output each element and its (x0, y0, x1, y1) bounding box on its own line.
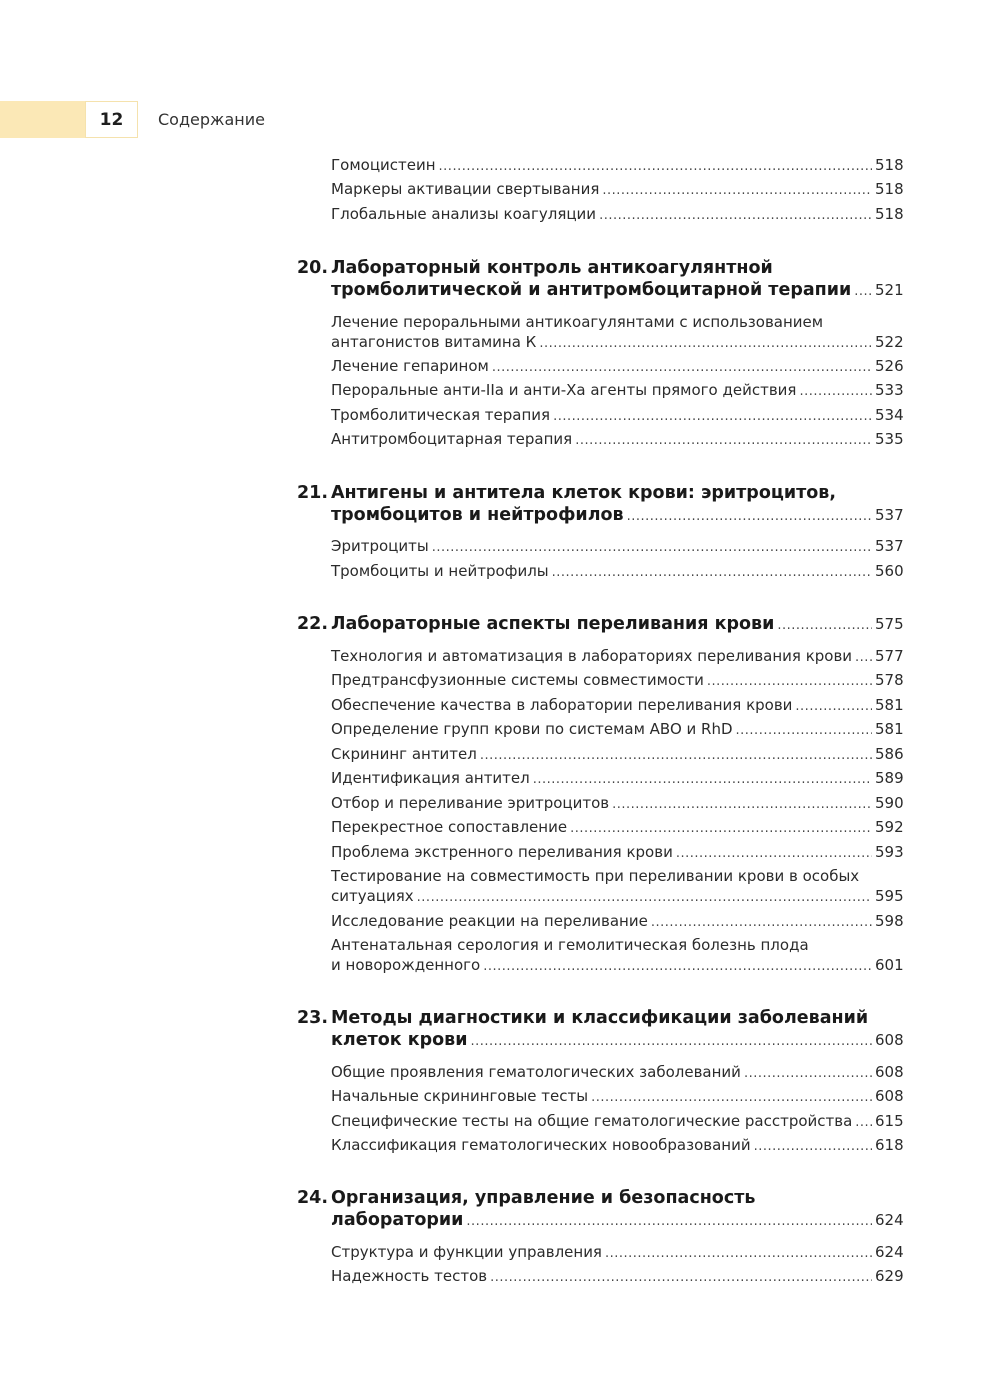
toc-entry[interactable] (331, 791, 903, 815)
dot-leader (490, 1266, 872, 1290)
dot-leader (466, 1211, 872, 1233)
entry-page: 526 (875, 357, 904, 375)
dot-leader (777, 615, 872, 637)
entry-page: 533 (875, 381, 904, 399)
entry-title: Начальные скрининговые тесты (331, 1087, 589, 1105)
chapter-title-line2: тромболитической и антитромбоцитарной терапии (331, 280, 852, 300)
entry-title: Эритроциты (331, 537, 429, 555)
running-head: Содержание (158, 110, 265, 129)
chapter-title-line1: Лабораторный контроль антикоагулянтной (331, 258, 773, 278)
page-number: 12 (85, 101, 138, 138)
toc-entry[interactable] (331, 1109, 903, 1133)
entry-page: 629 (875, 1267, 904, 1285)
entry-page: 590 (875, 794, 904, 812)
entry-title: Надежность тестов (331, 1267, 488, 1285)
dot-leader (480, 744, 872, 768)
entry-page: 578 (875, 671, 904, 689)
chapter-number: 23. (297, 1008, 329, 1028)
chapter-heading-21[interactable] (297, 482, 903, 526)
entry-title: Структура и функции управления (331, 1243, 602, 1261)
entry-title: Скрининг антител (331, 745, 477, 763)
dot-leader (754, 1135, 872, 1159)
dot-leader (591, 1086, 872, 1110)
dot-leader (533, 768, 872, 792)
dot-leader (855, 646, 872, 670)
toc-entry[interactable] (331, 1060, 903, 1084)
entry-page: 581 (875, 696, 904, 714)
chapter-number: 24. (297, 1188, 329, 1208)
toc-entry[interactable] (331, 403, 903, 427)
dot-leader (795, 695, 872, 719)
entry-page: 518 (875, 180, 904, 198)
entry-page: 601 (875, 956, 904, 974)
dot-leader (432, 536, 872, 560)
chapter-title-line2: лаборатории (331, 1210, 464, 1230)
dot-leader (483, 957, 872, 977)
dot-leader (599, 204, 872, 228)
entry-title: Гомоцистеин (331, 156, 436, 174)
entry-title-line1: Тестирование на совместимость при переливании крови в особых (331, 867, 860, 885)
entry-title-line1: Лечение пероральными антикоагулянтами с использованием (331, 313, 824, 331)
entry-page: 589 (875, 769, 904, 787)
chapter-title-line2: тромбоцитов и нейтрофилов (331, 505, 624, 525)
dot-leader (676, 842, 872, 866)
entry-page: 560 (875, 562, 904, 580)
entry-page: 581 (875, 720, 904, 738)
entry-page: 518 (875, 205, 904, 223)
entry-page: 608 (875, 1087, 904, 1105)
toc-entry[interactable] (331, 427, 903, 451)
dot-leader (575, 429, 872, 453)
entry-page: 577 (875, 647, 904, 665)
entry-title: Тромбоциты и нейтрофилы (331, 562, 549, 580)
chapter-page: 575 (875, 615, 904, 633)
entry-title-line1: Антенатальная серология и гемолитическая болезнь плода (331, 936, 809, 954)
toc-entry[interactable] (331, 153, 903, 177)
dot-leader (799, 380, 872, 404)
dot-leader (605, 1242, 872, 1266)
dot-leader (707, 670, 872, 694)
dot-leader (854, 281, 872, 303)
chapter-number: 22. (297, 614, 329, 634)
toc-entry[interactable] (331, 202, 903, 226)
toc-entry[interactable] (331, 1084, 903, 1108)
dot-leader (744, 1062, 872, 1086)
toc-entry[interactable] (331, 378, 903, 402)
chapter-heading-20[interactable] (297, 257, 903, 301)
toc-entry[interactable] (331, 742, 903, 766)
toc-entry[interactable] (331, 717, 903, 741)
entry-title-line2: ситуациях (331, 887, 414, 905)
toc-entry[interactable] (331, 534, 903, 558)
entry-page: 608 (875, 1063, 904, 1081)
dot-leader (736, 719, 872, 743)
dot-leader (651, 911, 872, 935)
chapter-heading-23[interactable] (297, 1007, 903, 1051)
chapter-page: 521 (875, 281, 904, 299)
dot-leader (627, 506, 872, 528)
entry-title: Технология и автоматизация в лабораториях переливания крови (331, 647, 853, 665)
entry-page: 593 (875, 843, 904, 861)
toc-entry[interactable] (331, 559, 903, 583)
chapter-title-line1: Организация, управление и безопасность (331, 1188, 756, 1208)
chapter-number: 21. (297, 483, 329, 503)
entry-title: Общие проявления гематологических заболеваний (331, 1063, 741, 1081)
entry-page: 586 (875, 745, 904, 763)
entry-title: Перекрестное сопоставление (331, 818, 568, 836)
toc-entry[interactable] (331, 766, 903, 790)
toc-entry[interactable] (331, 815, 903, 839)
entry-title: Обеспечение качества в лаборатории переливания крови (331, 696, 793, 714)
chapter-title: Лабораторные аспекты переливания крови (331, 614, 775, 634)
dot-leader (855, 1111, 872, 1135)
chapter-title-line1: Антигены и антитела клеток крови: эритроцитов, (331, 483, 836, 503)
entry-page: 522 (875, 333, 904, 351)
chapter-heading-22[interactable] (297, 613, 903, 635)
entry-title-line2: и новорожденного (331, 956, 481, 974)
entry-page: 535 (875, 430, 904, 448)
dot-leader (470, 1031, 872, 1053)
entry-page: 598 (875, 912, 904, 930)
toc-entry[interactable] (331, 866, 903, 906)
entry-title-line2: антагонистов витамина К (331, 333, 537, 351)
entry-page: 595 (875, 887, 904, 905)
entry-title: Определение групп крови по системам ABO и RhD (331, 720, 733, 738)
chapter-title-line2: клеток крови (331, 1030, 468, 1050)
chapter-page: 624 (875, 1211, 904, 1229)
toc-entry[interactable] (331, 644, 903, 668)
dot-leader (539, 334, 872, 354)
chapter-title-line1: Методы диагностики и классификации заболеваний (331, 1008, 869, 1028)
entry-title: Предтрансфузионные системы совместимости (331, 671, 704, 689)
toc-entry[interactable] (331, 693, 903, 717)
dot-leader (570, 817, 872, 841)
entry-title: Тромболитическая терапия (331, 406, 551, 424)
entry-page: 537 (875, 537, 904, 555)
dot-leader (602, 179, 872, 203)
dot-leader (553, 405, 872, 429)
toc-entry[interactable] (331, 354, 903, 378)
entry-title: Лечение гепарином (331, 357, 489, 375)
toc-entry[interactable] (331, 1264, 903, 1288)
entry-title: Маркеры активации свертывания (331, 180, 600, 198)
dot-leader (612, 793, 872, 817)
entry-page: 592 (875, 818, 904, 836)
entry-title: Проблема экстренного переливания крови (331, 843, 673, 861)
entry-title: Антитромбоцитарная терапия (331, 430, 573, 448)
entry-title: Глобальные анализы коагуляции (331, 205, 597, 223)
toc-entry[interactable] (331, 1240, 903, 1264)
entry-title: Идентификация антител (331, 769, 530, 787)
chapter-heading-24[interactable] (297, 1187, 903, 1231)
toc-entry[interactable] (331, 177, 903, 201)
dot-leader (492, 356, 872, 380)
dot-leader (439, 155, 872, 179)
entry-page: 534 (875, 406, 904, 424)
toc-entry[interactable] (331, 668, 903, 692)
entry-page: 518 (875, 156, 904, 174)
entry-page: 624 (875, 1243, 904, 1261)
chapter-page: 608 (875, 1031, 904, 1049)
toc-entry[interactable] (331, 909, 903, 933)
entry-title: Специфические тесты на общие гематологические расстройства (331, 1112, 853, 1130)
entry-page: 615 (875, 1112, 904, 1130)
entry-title: Отбор и переливание эритроцитов (331, 794, 610, 812)
dot-leader (417, 888, 872, 908)
entry-title: Пероральные анти-IIa и анти-Xa агенты прямого действия (331, 381, 797, 399)
entry-page: 618 (875, 1136, 904, 1154)
header-tab-strip (0, 101, 85, 138)
dot-leader (552, 561, 872, 585)
chapter-number: 20. (297, 258, 329, 278)
toc-entry[interactable] (331, 840, 903, 864)
toc-entry[interactable] (331, 935, 903, 975)
chapter-page: 537 (875, 506, 904, 524)
entry-title: Классификация гематологических новообразований (331, 1136, 751, 1154)
entry-title: Исследование реакции на переливание (331, 912, 648, 930)
toc-entry[interactable] (331, 312, 903, 352)
toc-entry[interactable] (331, 1133, 903, 1157)
